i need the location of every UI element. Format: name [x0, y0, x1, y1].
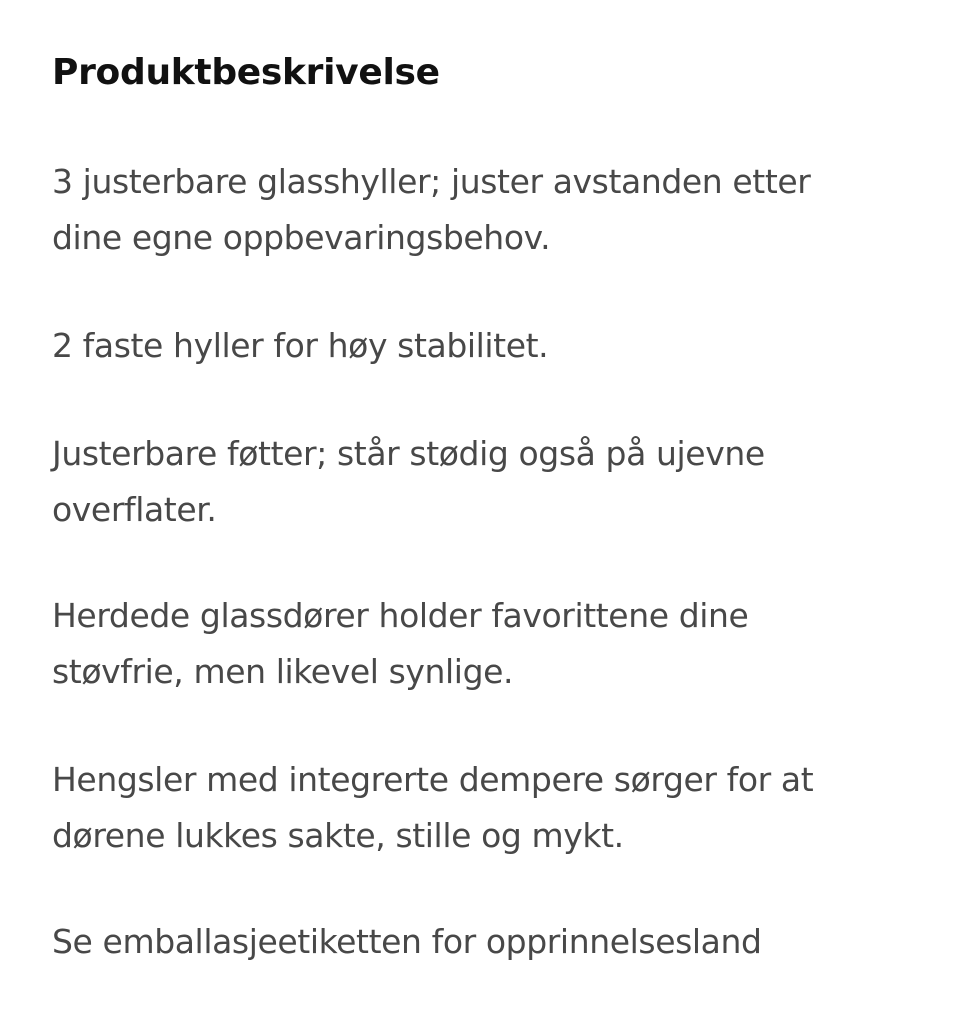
description-paragraph-glass-doors — [52, 588, 932, 700]
description-paragraph-feet — [52, 426, 932, 538]
description-paragraph-origin — [52, 914, 932, 970]
paragraph-line: Se emballasjeetiketten for opprinnelsesland — [52, 922, 762, 961]
paragraph-line: 3 justerbare glasshyller; juster avstanden etter — [52, 162, 811, 201]
paragraph-line: Justerbare føtter; står stødig også på ujevne — [52, 434, 765, 473]
paragraph-line: Hengsler med integrerte dempere sørger for at — [52, 760, 814, 799]
description-paragraph-hinges — [52, 752, 932, 864]
paragraph-line: overflater. — [52, 490, 217, 529]
product-description-section — [52, 48, 932, 961]
description-paragraph-fixed-shelves — [52, 318, 932, 374]
paragraph-line: 2 faste hyller for høy stabilitet. — [52, 326, 549, 365]
paragraph-line: støvfrie, men likevel synlige. — [52, 652, 514, 691]
paragraph-line: dine egne oppbevaringsbehov. — [52, 218, 551, 257]
paragraph-line: dørene lukkes sakte, stille og mykt. — [52, 816, 624, 855]
section-title: Produktbeskrivelse — [52, 52, 440, 93]
paragraph-line: Herdede glassdører holder favorittene dine — [52, 596, 749, 635]
description-paragraph-shelves — [52, 154, 932, 266]
